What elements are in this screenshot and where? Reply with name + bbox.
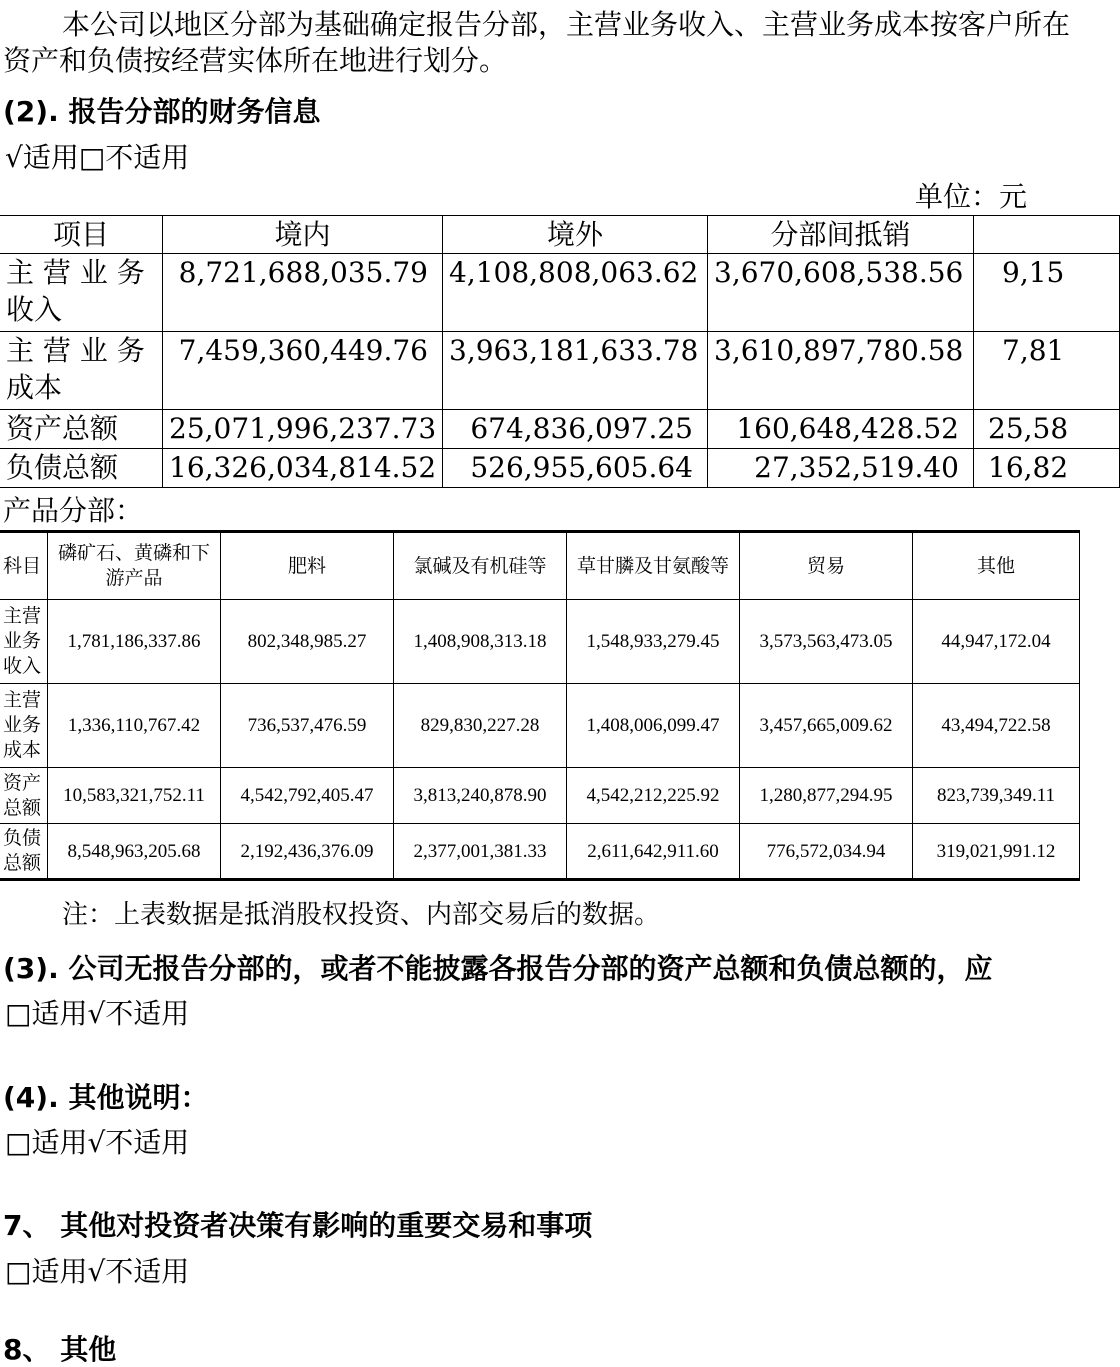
segment-cell: 16,82 [974, 449, 1120, 488]
product-cell: 1,781,186,337.86 [48, 600, 221, 684]
segment-row-cost [0, 332, 1120, 410]
product-header-cell: 其他 [913, 532, 1080, 600]
segment-header-elimination: 分部间抵销 [708, 216, 974, 254]
segment-cell: 27,352,519.40 [708, 449, 974, 488]
section-7-title: 7、 其他对投资者决策有影响的重要交易和事项 [3, 1209, 593, 1242]
segment-row-label: 主 营 业 务 成本 [0, 332, 163, 410]
segment-row-label: 负债总额 [0, 449, 163, 488]
segment-cell: 25,071,996,237.73 [163, 410, 443, 449]
product-cell: 3,457,665,009.62 [740, 684, 913, 768]
intro-line-1: 本公司以地区分部为基础确定报告分部，主营业务收入、主营业务成本按客户所在 [62, 8, 1071, 41]
segment-row-label: 主 营 业 务 收入 [0, 254, 163, 332]
section-3-applicability: □适用√不适用 [5, 997, 190, 1030]
product-cell: 8,548,963,205.68 [48, 824, 221, 880]
product-header-row [0, 532, 1080, 600]
product-header-cell: 贸易 [740, 532, 913, 600]
product-cell: 823,739,349.11 [913, 768, 1080, 824]
segment-cell: 7,459,360,449.76 [163, 332, 443, 410]
section-2-title: (2). 报告分部的财务信息 [3, 95, 321, 128]
product-cell: 802,348,985.27 [221, 600, 394, 684]
segment-cell: 674,836,097.25 [443, 410, 708, 449]
product-cell: 1,408,908,313.18 [394, 600, 567, 684]
section-7-applicability: □适用√不适用 [5, 1255, 190, 1288]
segment-cell: 16,326,034,814.52 [163, 449, 443, 488]
product-row-cost [0, 684, 1080, 768]
segment-row-assets [0, 410, 1120, 449]
product-table-note: 注：上表数据是抵消股权投资、内部交易后的数据。 [62, 900, 661, 930]
product-cell: 776,572,034.94 [740, 824, 913, 880]
segment-financial-table [0, 215, 1120, 488]
product-cell: 1,408,006,099.47 [567, 684, 740, 768]
product-header-cell: 草甘膦及甘氨酸等 [567, 532, 740, 600]
product-cell: 829,830,227.28 [394, 684, 567, 768]
segment-header-overseas: 境外 [443, 216, 708, 254]
section-2-applicability: √适用□不适用 [5, 141, 190, 174]
segment-cell: 9,15 [974, 254, 1120, 332]
product-cell: 1,336,110,767.42 [48, 684, 221, 768]
product-header-cell: 磷矿石、黄磷和下游产品 [48, 532, 221, 600]
product-row-assets [0, 768, 1080, 824]
segment-header-domestic: 境内 [163, 216, 443, 254]
segment-cell: 3,963,181,633.78 [443, 332, 708, 410]
product-row-label: 负债总额 [0, 824, 48, 880]
product-cell: 1,548,933,279.45 [567, 600, 740, 684]
product-cell: 43,494,722.58 [913, 684, 1080, 768]
product-cell: 319,021,991.12 [913, 824, 1080, 880]
product-segment-caption: 产品分部： [3, 494, 144, 527]
product-cell: 2,192,436,376.09 [221, 824, 394, 880]
segment-cell: 25,58 [974, 410, 1120, 449]
segment-header-total [974, 216, 1120, 254]
segment-row-label: 资产总额 [0, 410, 163, 449]
product-row-label: 资产总额 [0, 768, 48, 824]
product-row-revenue [0, 600, 1080, 684]
segment-header-item: 项目 [0, 216, 163, 254]
section-8-title: 8、 其他 [3, 1333, 117, 1366]
product-cell: 4,542,792,405.47 [221, 768, 394, 824]
segment-cell: 8,721,688,035.79 [163, 254, 443, 332]
product-cell: 2,377,001,381.33 [394, 824, 567, 880]
product-header-cell: 科目 [0, 532, 48, 600]
segment-cell: 160,648,428.52 [708, 410, 974, 449]
product-cell: 3,573,563,473.05 [740, 600, 913, 684]
product-cell: 736,537,476.59 [221, 684, 394, 768]
product-cell: 2,611,642,911.60 [567, 824, 740, 880]
section-3-title: (3). 公司无报告分部的，或者不能披露各报告分部的资产总额和负债总额的，应 [3, 952, 993, 985]
product-cell: 10,583,321,752.11 [48, 768, 221, 824]
product-cell: 3,813,240,878.90 [394, 768, 567, 824]
unit-label: 单位：元 [915, 180, 1028, 213]
product-cell: 44,947,172.04 [913, 600, 1080, 684]
segment-cell: 7,81 [974, 332, 1120, 410]
segment-cell: 4,108,808,063.62 [443, 254, 708, 332]
section-4-applicability: □适用√不适用 [5, 1126, 190, 1159]
product-header-cell: 氯碱及有机硅等 [394, 532, 567, 600]
product-segment-table [0, 530, 1080, 881]
segment-cell: 3,610,897,780.58 [708, 332, 974, 410]
intro-line-2: 资产和负债按经营实体所在地进行划分。 [3, 44, 508, 77]
segment-cell: 3,670,608,538.56 [708, 254, 974, 332]
segment-row-liabilities [0, 449, 1120, 488]
section-4-title: (4). 其他说明： [3, 1081, 209, 1114]
product-row-label: 主营业务成本 [0, 684, 48, 768]
product-header-cell: 肥料 [221, 532, 394, 600]
segment-header-row [0, 216, 1120, 254]
segment-cell: 526,955,605.64 [443, 449, 708, 488]
product-row-liabilities [0, 824, 1080, 880]
segment-row-revenue [0, 254, 1120, 332]
product-cell: 4,542,212,225.92 [567, 768, 740, 824]
product-row-label: 主营业务收入 [0, 600, 48, 684]
product-cell: 1,280,877,294.95 [740, 768, 913, 824]
